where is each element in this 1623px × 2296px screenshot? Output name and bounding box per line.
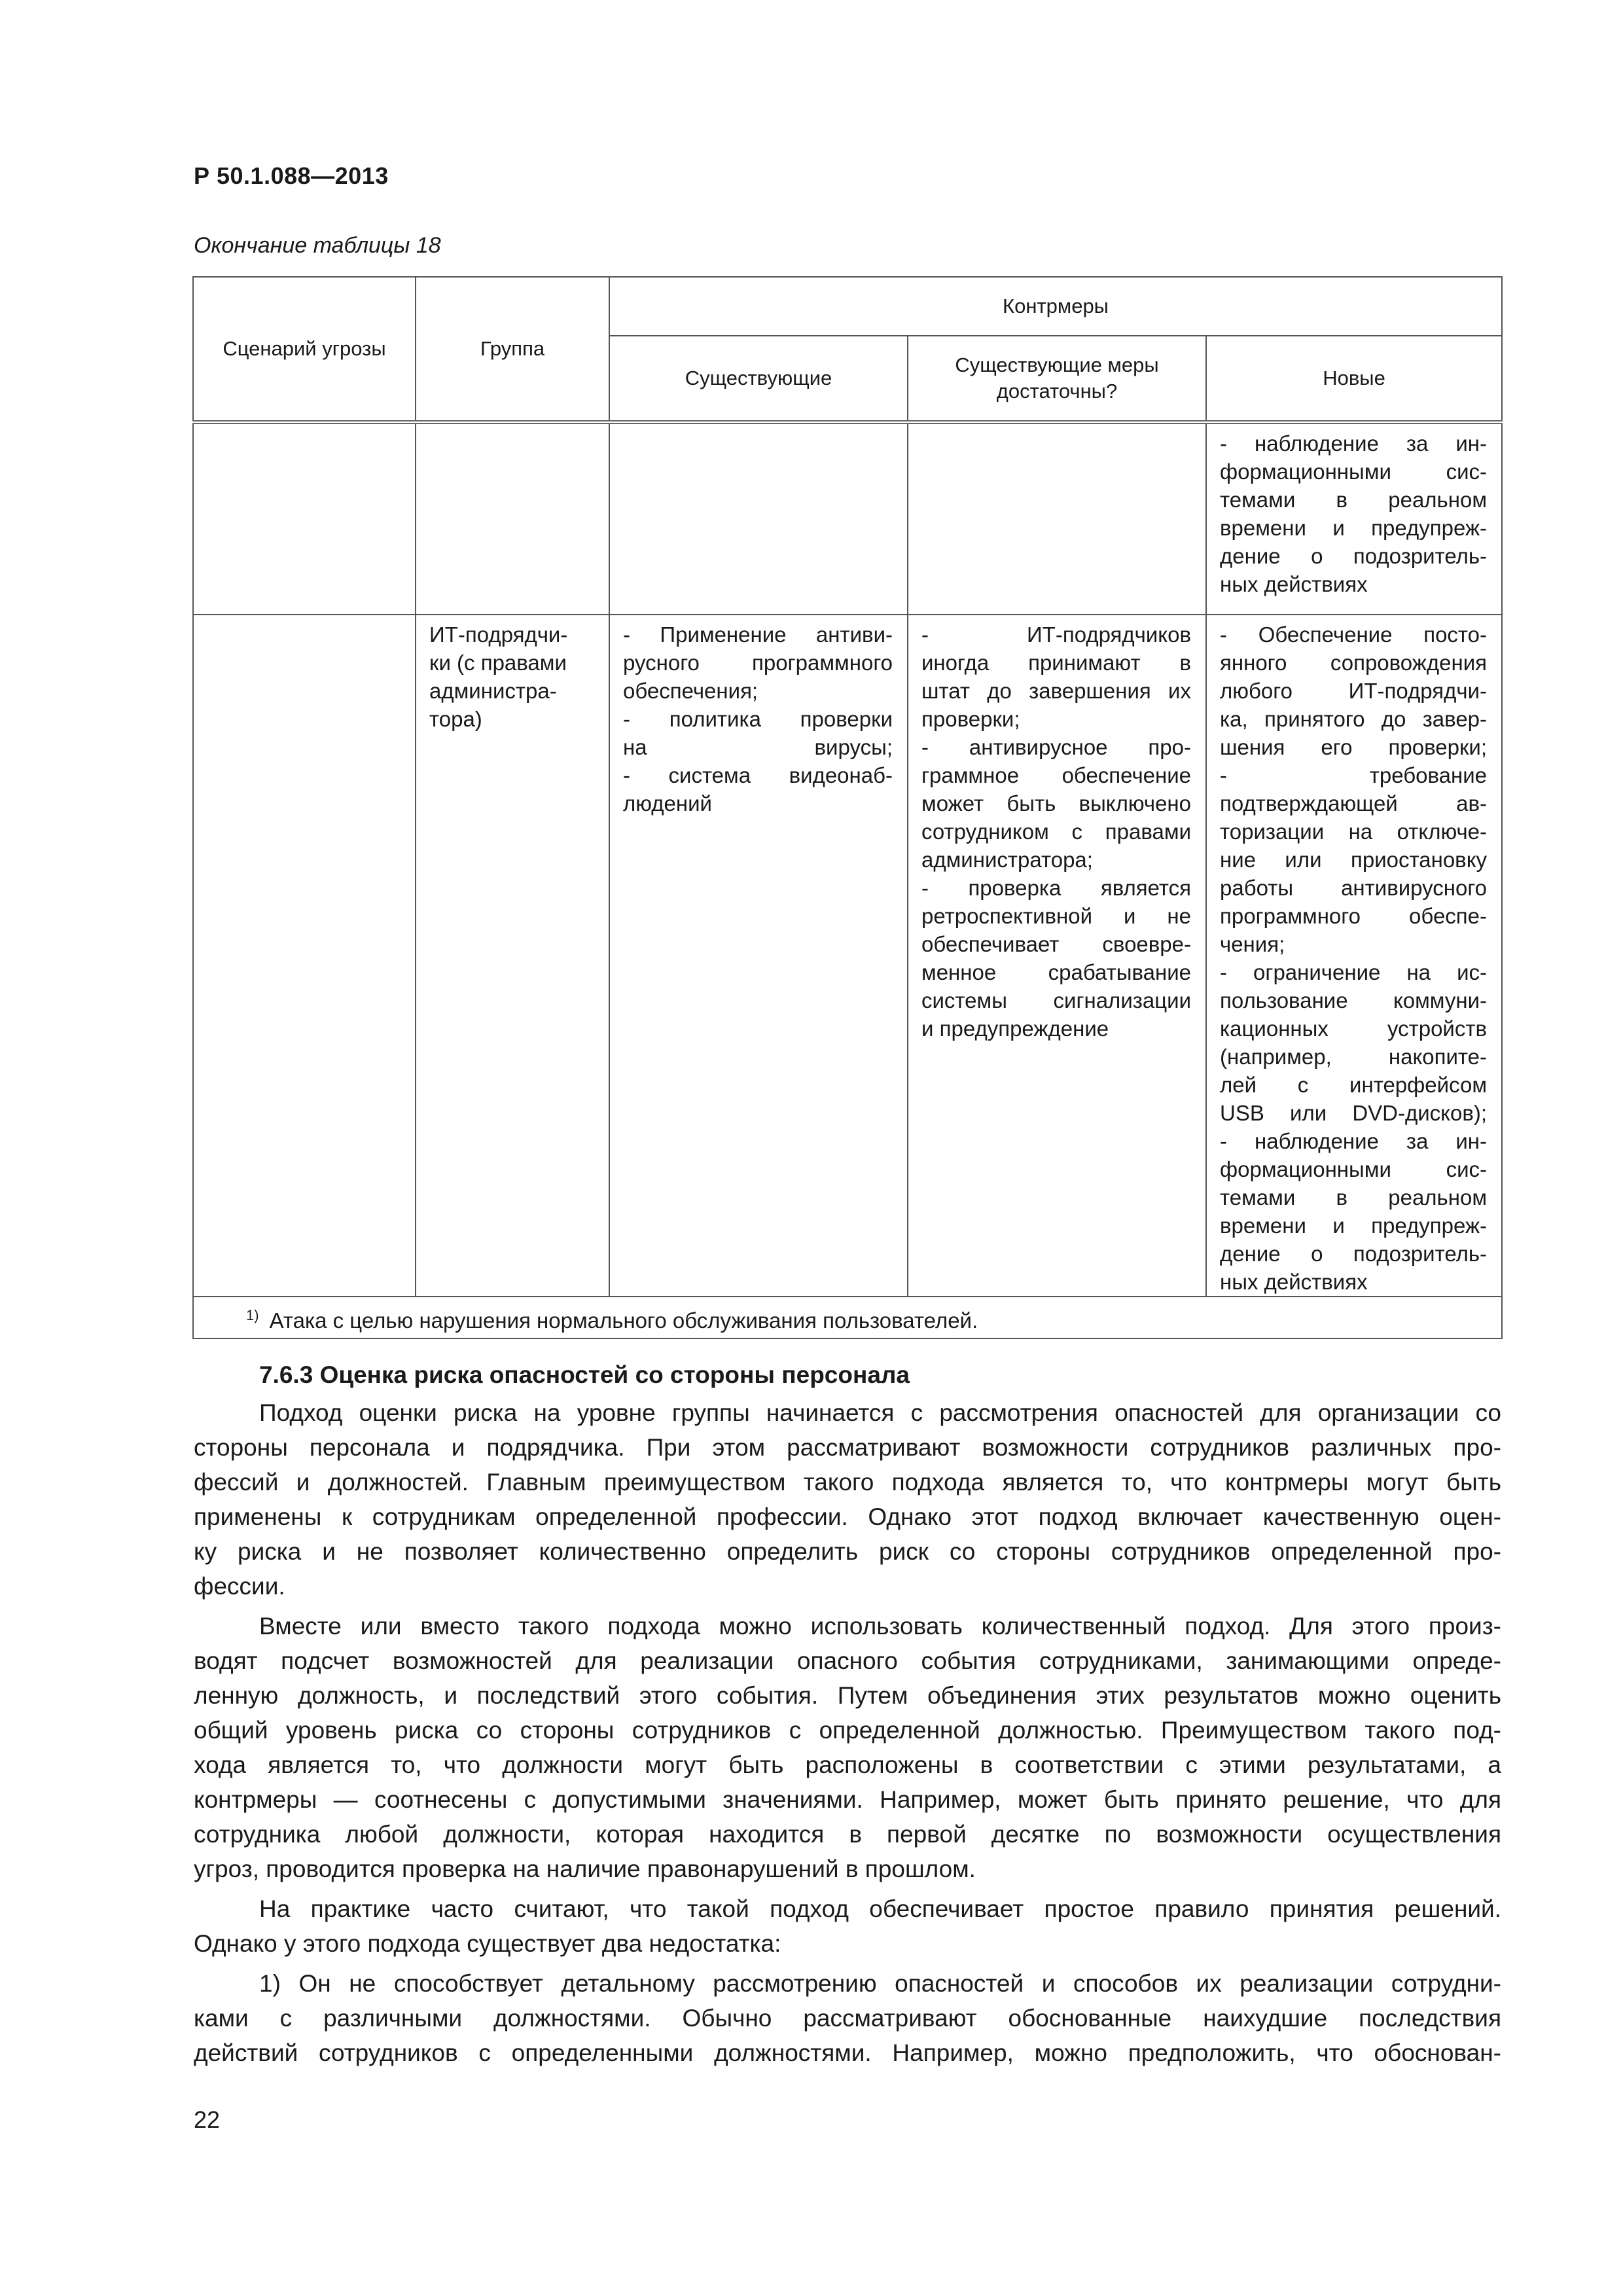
paragraph	[194, 1609, 1501, 1886]
text-line: - наблюдение за ин-	[1220, 431, 1488, 456]
text-line: - ограничение на ис-	[1220, 960, 1488, 984]
text-line: ка, принятого до завер-	[1220, 707, 1488, 731]
text-line: подтверждающей ав-	[1220, 791, 1488, 816]
text-line: кационных устройств	[1220, 1016, 1488, 1041]
text-line: - проверка является	[921, 876, 1191, 900]
header-group: Группа	[416, 277, 609, 422]
cell-new	[1206, 615, 1502, 1297]
text-line: торизации на отключе-	[1220, 819, 1488, 844]
table-footnote	[193, 1297, 1502, 1338]
text-line: сотрудником с правами	[921, 819, 1191, 844]
text-line: ретроспективной и не	[921, 904, 1191, 928]
table-row	[193, 422, 1502, 615]
text-line: программного обеспе-	[1220, 904, 1488, 928]
text-line: пользование коммуни-	[1220, 988, 1488, 1013]
paragraph	[194, 1395, 1501, 1604]
text-line: ками с различными должностями. Обычно рассматривают обоснованные наихудшие последствия	[194, 2005, 1501, 2032]
text-line: хода является то, что должности могут быть расположены в соответствии с этими результатами, а	[194, 1751, 1501, 1778]
footnote-text: Атака с целью нарушения нормального обслуживания пользователей.	[269, 1308, 978, 1333]
text-line: - антивирусное про-	[921, 735, 1191, 759]
text-line: может быть выключено	[921, 791, 1191, 816]
footnote-mark: 1)	[246, 1306, 259, 1323]
page-number: 22	[194, 2106, 221, 2133]
text-line: дение о подозритель-	[1220, 1242, 1488, 1266]
table-caption: Окончание таблицы 18	[194, 233, 441, 258]
cell-sufficient	[908, 615, 1206, 1297]
text-line: - Применение антиви-	[623, 622, 893, 647]
text-line: чения;	[1220, 932, 1285, 956]
text-line: темами в реальном	[1220, 1185, 1488, 1210]
text-line: тора)	[429, 707, 482, 731]
cell-sufficient	[908, 422, 1206, 615]
line-list	[1207, 615, 1501, 1296]
text-line: обеспечивает своевре-	[921, 932, 1191, 956]
text-line: граммное обеспечение	[921, 763, 1191, 787]
cell-scenario	[193, 422, 416, 615]
text-line: действий сотрудников с определенными должностями. Например, можно предположить, что обоснован-	[194, 2039, 1501, 2066]
text-line: менное срабатывание	[921, 960, 1191, 984]
text-line: - требование	[1220, 763, 1488, 787]
text-line: иногда принимают в	[921, 651, 1191, 675]
text-line: - политика проверки	[623, 707, 893, 731]
text-line: штат до завершения их	[921, 679, 1191, 703]
text-line: ных действиях	[1220, 1270, 1368, 1294]
cell-new	[1206, 422, 1502, 615]
line-list	[610, 615, 907, 817]
text-line: администратора;	[921, 848, 1093, 872]
text-line: Подход оценки риска на уровне группы начинается с рассмотрения опасностей для организации со	[259, 1399, 1501, 1426]
text-line: любого ИТ-подрядчи-	[1220, 679, 1488, 703]
text-line: проверки;	[921, 707, 1020, 731]
line-list	[416, 615, 609, 733]
header-scenario: Сценарий угрозы	[193, 277, 416, 422]
line-list	[908, 615, 1205, 1043]
body-text	[194, 1395, 1501, 2075]
text-line: дение о подозритель-	[1220, 544, 1488, 568]
header-sufficient: Существующие меры достаточны?	[908, 336, 1206, 422]
text-line: русного программного	[623, 651, 893, 675]
text-line: угроз, проводится проверка на наличие правонарушений в прошлом.	[194, 1856, 976, 1882]
text-line: Вместе или вместо такого подхода можно использовать количественный подход. Для этого произ-	[259, 1613, 1501, 1640]
text-line: (например, накопите-	[1220, 1045, 1488, 1069]
text-line: ние или приостановку	[1220, 848, 1488, 872]
text-line: сотрудника любой должности, которая находится в первой десятке по возможности осуществления	[194, 1821, 1501, 1848]
text-line: шения его проверки;	[1220, 735, 1488, 759]
cell-existing	[609, 422, 908, 615]
section-heading: 7.6.3 Оценка риска опасностей со стороны персонала	[259, 1361, 910, 1388]
cell-group	[416, 615, 609, 1297]
text-line: - ИТ-подрядчиков	[921, 622, 1191, 647]
text-line: ленную должность, и последствий этого события. Путем объединения этих результатов можно оценить	[194, 1682, 1501, 1709]
text-line: обеспечения;	[623, 679, 758, 703]
text-line: ки (с правами	[429, 651, 567, 675]
text-line: На практике часто считают, что такой подход обеспечивает простое правило принятия решений.	[259, 1895, 1501, 1922]
text-line: - система видеонаб-	[623, 763, 893, 787]
text-line: - наблюдение за ин-	[1220, 1129, 1488, 1153]
text-line: системы сигнализации	[921, 988, 1191, 1013]
header-existing: Существующие	[609, 336, 908, 422]
table-row	[193, 615, 1502, 1297]
text-line: времени и предупреж-	[1220, 1213, 1488, 1238]
text-line: на вирусы;	[623, 735, 893, 759]
text-line: лей с интерфейсом	[1220, 1073, 1488, 1097]
cell-scenario	[193, 615, 416, 1297]
text-line: ных действиях	[1220, 572, 1368, 596]
text-line: темами в реальном	[1220, 488, 1488, 512]
text-line: 1) Он не способствует детальному рассмотрению опасностей и способов их реализации сотрудни-	[259, 1970, 1501, 1997]
text-line: янного сопровождения	[1220, 651, 1488, 675]
text-line: - Обеспечение посто-	[1220, 622, 1488, 647]
header-countermeasures: Контрмеры	[609, 277, 1502, 336]
text-line: контрмеры — соотнесены с допустимыми значениями. Например, может быть принято решение, что для	[194, 1786, 1501, 1813]
text-line: и предупреждение	[921, 1016, 1109, 1041]
text-line: ку риска и не позволяет количественно определить риск со стороны сотрудников определенной про-	[194, 1538, 1501, 1565]
text-line: работы антивирусного	[1220, 876, 1488, 900]
header-new: Новые	[1206, 336, 1502, 422]
text-line: USB или DVD-дисков);	[1220, 1101, 1488, 1125]
text-line: людений	[623, 791, 712, 816]
text-line: водят подсчет возможностей для реализации опасного события сотрудниками, занимающими опреде-	[194, 1647, 1501, 1674]
text-line: общий уровень риска со стороны сотрудников с определенной должностью. Преимуществом такого под-	[194, 1717, 1501, 1744]
cell-group	[416, 422, 609, 615]
text-line: формационными сис-	[1220, 1157, 1488, 1181]
line-list	[1207, 424, 1501, 598]
text-line: времени и предупреж-	[1220, 516, 1488, 540]
document-code: Р 50.1.088—2013	[194, 162, 389, 189]
paragraph	[194, 1966, 1501, 2070]
text-line: стороны персонала и подрядчика. При этом рассматривают возможности сотрудников различных про-	[194, 1434, 1501, 1461]
cell-existing	[609, 615, 908, 1297]
countermeasures-table	[192, 276, 1503, 1339]
text-line: фессий и должностей. Главным преимуществом такого подхода является то, что контрмеры могут быть	[194, 1469, 1501, 1496]
text-line: ИТ-подрядчи-	[429, 622, 568, 647]
text-line: применены к сотрудникам определенной профессии. Однако этот подход включает качественную оцен-	[194, 1503, 1501, 1530]
text-line: фессии.	[194, 1573, 285, 1600]
text-line: формационными сис-	[1220, 459, 1488, 484]
text-line: администра-	[429, 679, 557, 703]
text-line: Однако у этого подхода существует два недостатка:	[194, 1930, 781, 1957]
paragraph	[194, 1892, 1501, 1961]
